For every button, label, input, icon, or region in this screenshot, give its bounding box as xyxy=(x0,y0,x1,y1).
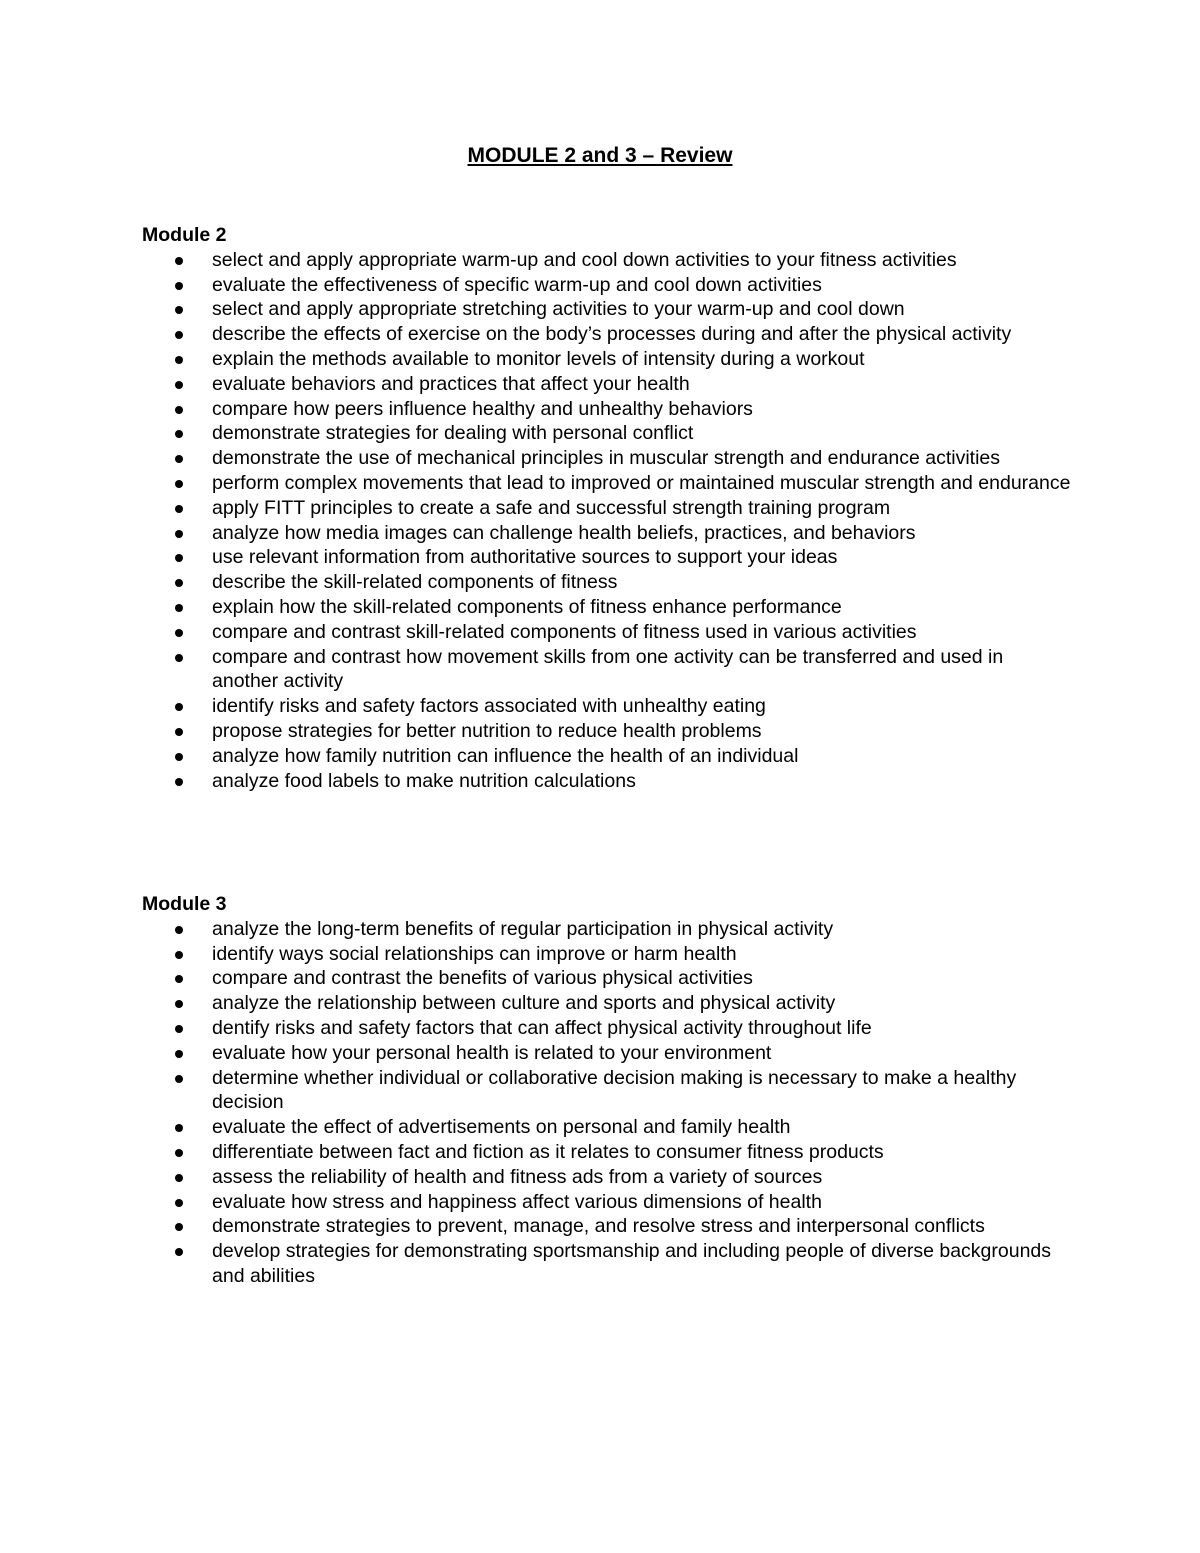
list-item xyxy=(142,917,1072,942)
list-item-text: differentiate between fact and fiction as it relates to consumer fitness products xyxy=(212,1140,884,1163)
bullet-icon xyxy=(175,430,183,438)
bullet-icon xyxy=(175,455,183,463)
bullet-icon xyxy=(175,753,183,761)
list-item xyxy=(142,1214,1072,1239)
list-item-text: compare and contrast the benefits of various physical activities xyxy=(212,967,753,990)
list-item-text: dentify risks and safety factors that can affect physical activity throughout life xyxy=(212,1016,872,1039)
list-item xyxy=(142,966,1072,991)
bullet-icon xyxy=(175,926,183,934)
bullet-icon xyxy=(175,1025,183,1033)
list-item-text: develop strategies for demonstrating sportsmanship and including people of diverse backgrounds and abilities xyxy=(212,1240,1052,1287)
bullet-icon xyxy=(175,282,183,290)
list-item-text: analyze the relationship between culture and sports and physical activity xyxy=(212,992,836,1015)
list-item xyxy=(142,347,1072,372)
bullet-icon xyxy=(175,331,183,339)
list-item-text: demonstrate strategies for dealing with personal conflict xyxy=(212,422,694,445)
module-2-objectives-list xyxy=(142,248,1072,794)
list-item xyxy=(142,1115,1072,1140)
list-item-text: analyze how family nutrition can influence the health of an individual xyxy=(212,744,799,767)
list-item xyxy=(142,1016,1072,1041)
list-item-text: determine whether individual or collaborative decision making is necessary to make a healthy decision xyxy=(212,1066,1017,1114)
bullet-icon xyxy=(175,306,183,314)
list-item-text: describe the effects of exercise on the body’s processes during and after the physical activity xyxy=(212,323,1012,346)
list-item xyxy=(142,446,1072,471)
list-item xyxy=(142,744,1072,769)
list-item-text: compare and contrast how movement skills from one activity can be transferred and used in another activity xyxy=(212,645,1004,693)
list-item-text: propose strategies for better nutrition to reduce health problems xyxy=(212,719,762,742)
bullet-icon xyxy=(175,629,183,637)
list-item xyxy=(142,248,1072,273)
list-item-text: assess the reliability of health and fitness ads from a variety of sources xyxy=(212,1165,823,1188)
list-item-text: evaluate the effectiveness of specific warm-up and cool down activities xyxy=(212,273,822,296)
list-item-text: demonstrate the use of mechanical principles in muscular strength and endurance activities xyxy=(212,447,1001,470)
bullet-icon xyxy=(175,579,183,587)
list-item-text: select and apply appropriate stretching activities to your warm-up and cool down xyxy=(212,298,905,321)
list-item xyxy=(142,1041,1072,1066)
list-item-text: evaluate how stress and happiness affect various dimensions of health xyxy=(212,1190,822,1213)
list-item-text: analyze the long-term benefits of regular participation in physical activity xyxy=(212,917,834,940)
document-title: MODULE 2 and 3 – Review xyxy=(467,144,733,167)
list-item xyxy=(142,645,1072,695)
bullet-icon xyxy=(175,1149,183,1157)
list-item xyxy=(142,719,1072,744)
list-item xyxy=(142,595,1072,620)
bullet-icon xyxy=(175,257,183,265)
list-item xyxy=(142,372,1072,397)
bullet-icon xyxy=(175,356,183,364)
list-item-text: analyze food labels to make nutrition calculations xyxy=(212,769,636,792)
list-item xyxy=(142,273,1072,298)
bullet-icon xyxy=(175,728,183,736)
module-2-heading: Module 2 xyxy=(142,224,227,246)
module-3-heading: Module 3 xyxy=(142,893,227,915)
bullet-icon xyxy=(175,1174,183,1182)
list-item-text: demonstrate strategies to prevent, manage, and resolve stress and interpersonal conflicts xyxy=(212,1215,985,1238)
list-item xyxy=(142,942,1072,967)
bullet-icon xyxy=(175,1000,183,1008)
list-item xyxy=(142,570,1072,595)
bullet-icon xyxy=(175,1050,183,1058)
list-item xyxy=(142,521,1072,546)
list-item-text: use relevant information from authoritative sources to support your ideas xyxy=(212,546,838,569)
list-item xyxy=(142,620,1072,645)
list-item-text: apply FITT principles to create a safe and successful strength training program xyxy=(212,496,891,519)
module-2-section xyxy=(142,223,1072,793)
list-item xyxy=(142,1165,1072,1190)
list-item-text: select and apply appropriate warm-up and cool down activities to your fitness activities xyxy=(212,248,957,271)
list-item xyxy=(142,1066,1072,1116)
list-item xyxy=(142,545,1072,570)
list-item-text: identify risks and safety factors associated with unhealthy eating xyxy=(212,695,766,718)
list-item xyxy=(142,471,1072,496)
bullet-icon xyxy=(175,530,183,538)
list-item xyxy=(142,1239,1072,1289)
module-3-objectives-list xyxy=(142,917,1072,1289)
list-item xyxy=(142,694,1072,719)
bullet-icon xyxy=(175,1248,183,1256)
list-item xyxy=(142,421,1072,446)
bullet-icon xyxy=(175,778,183,786)
list-item xyxy=(142,991,1072,1016)
bullet-icon xyxy=(175,1223,183,1231)
list-item xyxy=(142,496,1072,521)
list-item xyxy=(142,1140,1072,1165)
bullet-icon xyxy=(175,554,183,562)
bullet-icon xyxy=(175,975,183,983)
bullet-icon xyxy=(175,505,183,513)
list-item-text: evaluate the effect of advertisements on personal and family health xyxy=(212,1116,791,1139)
list-item xyxy=(142,297,1072,322)
list-item-text: evaluate how your personal health is related to your environment xyxy=(212,1041,772,1064)
bullet-icon xyxy=(175,654,183,662)
list-item-text: explain how the skill-related components of fitness enhance performance xyxy=(212,595,842,618)
list-item xyxy=(142,1190,1072,1215)
list-item xyxy=(142,769,1072,794)
bullet-icon xyxy=(175,604,183,612)
list-item xyxy=(142,397,1072,422)
list-item-text: evaluate behaviors and practices that affect your health xyxy=(212,372,690,395)
bullet-icon xyxy=(175,406,183,414)
list-item xyxy=(142,322,1072,347)
list-item-text: explain the methods available to monitor levels of intensity during a workout xyxy=(212,347,865,370)
bullet-icon xyxy=(175,480,183,488)
list-item-text: compare how peers influence healthy and unhealthy behaviors xyxy=(212,397,753,420)
bullet-icon xyxy=(175,1124,183,1132)
list-item-text: identify ways social relationships can improve or harm health xyxy=(212,942,737,965)
list-item-text: compare and contrast skill-related components of fitness used in various activities xyxy=(212,620,917,643)
list-item-text: describe the skill-related components of fitness xyxy=(212,571,618,594)
list-item-text: analyze how media images can challenge health beliefs, practices, and behaviors xyxy=(212,521,916,544)
bullet-icon xyxy=(175,381,183,389)
module-3-section xyxy=(142,892,1072,1289)
bullet-icon xyxy=(175,951,183,959)
bullet-icon xyxy=(175,1075,183,1083)
bullet-icon xyxy=(175,703,183,711)
bullet-icon xyxy=(175,1199,183,1207)
list-item-text: perform complex movements that lead to improved or maintained muscular strength and endurance xyxy=(212,471,1071,494)
